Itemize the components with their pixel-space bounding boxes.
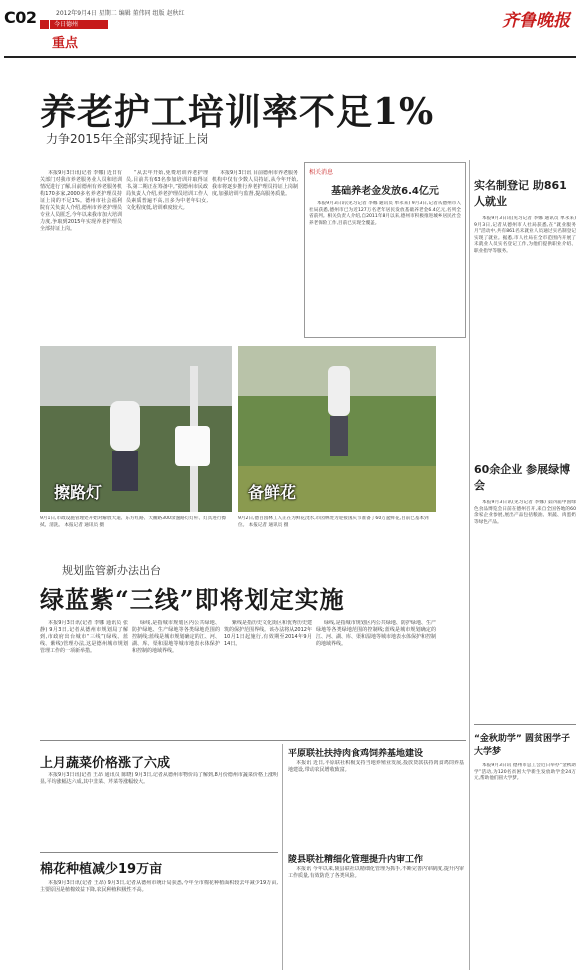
photo-label-lamp: 擦路灯 <box>54 483 103 502</box>
page-number: C02 <box>4 8 37 27</box>
related-body: 本报9月3日讯(见习记者 李娜 通讯员 单永来) 9月3日,记者从德州市人社局获悉,德州市已为近127万名老年居民发放基础养老金6.4亿元,名列全省前列。相关负责人介绍,自2011年8月以来,德州市积极推进城乡居民社会养老保险工作,目前已实现全覆盖。 <box>309 201 461 226</box>
related-title: 基础养老金发放6.4亿元 <box>331 186 439 197</box>
bottom-body-4: 本报讯 今年以来,陵县联社以精细化管理为抓手,不断完善内审制度,提升内审工作质量,有效防范了各类风险。 <box>288 866 464 879</box>
right-divider <box>474 724 576 725</box>
main-headline: 养老护工培训率不足1% <box>40 91 435 133</box>
lead-column-3: 本报9月3日讯 目前德州市养老服务机构中仅有少数人员持证,从今年开始,我市将逐步推行养老护理员持证上岗制度,加强培训与监督,提高服务质量。 <box>212 170 298 197</box>
second-headline: 绿蓝紫“三线”即将划定实施 <box>40 585 345 614</box>
right-column-divider <box>469 160 470 970</box>
bottom-body-2: 本报9月3日讯(记者 王昂) 9月3日,记者从德州市统计局获悉,今年全市棉花种植面积较去年减少19万亩,主要原因是植棉效益下降,农民种植积极性不高。 <box>40 880 278 893</box>
photo-label-flowers: 备鲜花 <box>248 483 297 502</box>
lead-column-1: 本报9月3日讯(记者 李娜) 近日有关部门对我市养老服务业人员和培训情况进行了解,目前德州有养老服务机构170多家,2000多名养老护理员持证上岗的不足1%。德州市社会福利院有关负责人介绍,德州市养老护理员专业人员匮乏,今年以来我市加大培训力度,争取到2015年实现养老护理员全部持证上岗。 <box>40 170 122 232</box>
bottom-headline-2: 棉花种植减少19万亩 <box>40 862 163 877</box>
photo-fresh-flowers <box>238 346 436 512</box>
right-headline-2: 60余企业 参展绿博会 <box>474 463 571 492</box>
second-column-1: 本报9月3日讯(记者 李娜 通讯员 张静) 9月3日,记者从德州市规划局了解到,市政府出台城市“三线”(绿线、蓝线、紫线)管理办法,这是德州城市规划管理工作的一项新举措。 <box>40 620 128 654</box>
right-body-2: 本报9月3日讯(见习记者 李娜) 第四届中国绿色食品博览会日前在德州召开,来自全国各地的60余家企业参展,展出产品包括粮油、果蔬、肉蛋奶等绿色产品。 <box>474 500 576 525</box>
right-column <box>474 160 576 913</box>
right-headline-1: 实名制登记 助861人就业 <box>474 179 567 208</box>
related-news-box <box>304 162 466 338</box>
header-meta: 2012年9月4日 星期二 编辑 董伟同 组版 赵秋红 <box>56 10 185 17</box>
section-icon <box>40 20 49 29</box>
bottom-headline-3: 平原联社扶持肉食鸡饲养基地建设 <box>288 749 424 759</box>
right-body-1: 本报9月3日讯(见习记者 李娜 通讯员 单永来) 9月3日,记者从德州市人社局获悉,在“就业服务月”活动中,共有861名未就业人员通过实名制登记实现了就业。据悉,市人社局在全市范围内开展了未就业人员实名登记工作,为他们提供职业介绍、职业指导等服务。 <box>474 216 576 254</box>
section-tag: 重点 <box>52 36 79 51</box>
bottom-divider <box>40 740 466 741</box>
bottom-body-3: 本报讯 近日,平原联社积极支持当地养殖业发展,投放贷款扶持肉食鸡饲养基地建设,带动农民增收致富。 <box>288 760 464 773</box>
brand-logo: 齐鲁晚报 <box>502 11 570 31</box>
right-headline-3: “金秋助学” 圆贫困学子大学梦 <box>474 734 570 757</box>
second-column-3: 紫线是指历史文化街区和优秀历史建筑的保护范围界线。该办法将从2012年10月1日起施行,有效期至2014年9月14日。 <box>224 620 312 647</box>
section-bar: 今日德州 <box>50 20 108 29</box>
bottom-headline-4: 陵县联社精细化管理提升内审工作 <box>288 855 424 865</box>
bottom-vertical-divider <box>282 744 283 970</box>
header-rule <box>4 56 576 58</box>
second-column-2: 绿线,是指城市规划区内公共绿地、防护绿地、生产绿地等各类绿地范围的控制线;蓝线是城市规划确定的江、河、湖、库、渠和湿地等城市地表水体保护和控制的地域界线。 <box>132 620 220 654</box>
second-column-4: 绿线,是指城市规划区内公共绿地、防护绿地、生产绿地等各类绿地范围的控制线;蓝线是城市规划确定的江、河、湖、库、渠和湿地等城市地表水体保护和控制的地域界线。 <box>316 620 436 647</box>
lead-column-2: “从去年开始,免费培训养老护理员,目前共有63名参加培训并取得证书,第二期正在筹备中。”据德州市民政局负责人介绍,养老护理员培训工作人员素质普遍不高,且多为中老年妇女,文化程度低,培训难度较大。 <box>126 170 208 211</box>
related-label: 相关消息 <box>309 169 334 176</box>
bottom-headline-1: 上月蔬菜价格涨了六成 <box>40 756 171 771</box>
right-body-3: 本报9月3日讯 德州市总工会近日举办“金秋助学”活动,为120名贫困大学新生发放助学金24万元,帮助他们圆大学梦。 <box>474 763 576 782</box>
photo-street-lamp <box>40 346 232 512</box>
second-kicker: 规划监管新办法出台 <box>62 564 161 577</box>
bottom-body-1: 本报9月3日讯(记者 王昂 通讯员 陈晓) 9月3日,记者从德州市物价局了解到,8月份德州市蔬菜价格上涨明显,平均涨幅达六成,其中韭菜、芹菜等涨幅较大。 <box>40 772 278 785</box>
photo-caption-lamp: 9月1日,市政设施管理处开始对解放大道、东方红路、天衢路300余盏路灯灯杆、灯具进行擦拭、清洗。 本报记者 通讯员 摄 <box>40 516 227 528</box>
photo-caption-flowers: 9月2日,德百园林工人正在为鲜花浇水,市园林处为迎接国庆节准备了60万盆鲜花,目前已基本到位。 本报记者 通讯员 摄 <box>238 516 429 528</box>
bottom-divider-2 <box>40 852 278 853</box>
main-subheadline: 力争2015年全部实现持证上岗 <box>46 132 209 146</box>
